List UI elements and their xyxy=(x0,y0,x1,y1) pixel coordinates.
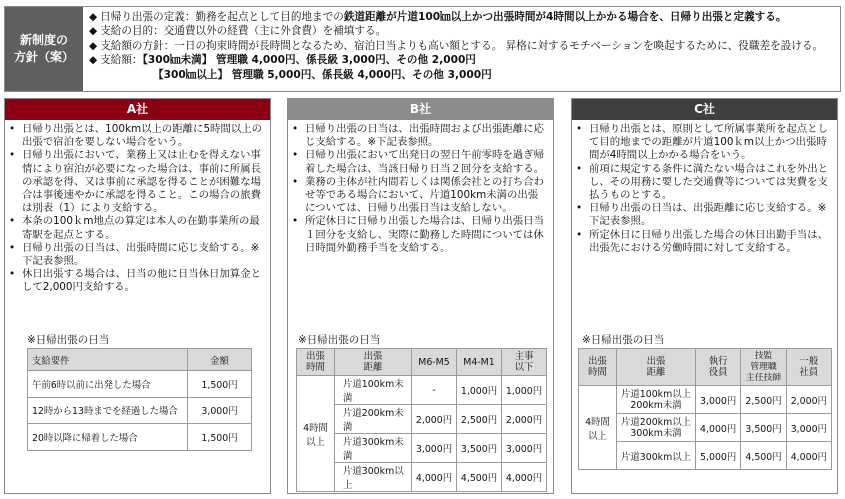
diamond-bullet-icon: ◆ xyxy=(89,11,98,23)
table-cell: 片道200km未満 xyxy=(335,405,412,434)
list-item: • 前項に規定する条件に満たない場合はこれを外出とし、その用務に要した交通費等については実費を支払うものとする。 xyxy=(575,163,831,203)
table-cell: 4,000円 xyxy=(786,442,831,470)
table-cell: 片道300km未満 xyxy=(335,434,412,463)
list-item: • 日帰り出張において、業務上又は止むを得えない事情により宿泊が必要になった場合は、事前に所属長の承認を得、又は事前に承認を得ることが困難な場合は事後速やかに承認を得ること。この場合の旅費は別表（1）により支給する。 xyxy=(8,149,264,215)
company-b-table-title: ※日帰出張の日当 xyxy=(298,334,381,346)
table-group-cell: 4時間 以上 xyxy=(297,376,335,492)
policy-lines xyxy=(89,10,836,82)
table-cell: 5,000円 xyxy=(696,442,741,470)
table-header: 執行 役員 xyxy=(696,349,741,386)
list-item: • 日帰り出張とは、原則として所属事業所を起点として目的地までの距離が片道100ｋm以上かつ出張時間が4時間以上かかる場合をいう。 xyxy=(575,123,831,163)
table-cell: 午前6時以前に出発した場合 xyxy=(28,371,188,398)
table-header: M4-M1 xyxy=(457,349,502,376)
table-cell: 3,000円 xyxy=(502,434,547,463)
list-item: • 日帰り出張の日当は、出張時間および出張距離に応じ支給する。※下記表参照。 xyxy=(291,123,547,149)
table-cell: 1,000円 xyxy=(502,376,547,405)
table-cell: 20時以降に帰着した場合 xyxy=(28,424,188,451)
company-c-header: C社 xyxy=(572,99,837,120)
table-cell: 3,000円 xyxy=(188,397,252,424)
policy-definition: ◆ 日帰り出張の定義：勤務を起点として目的地までの鉄道距離が片道100㎞以上かつ出張時間が4時間以上かかる場合を、日帰り出張と定義する。 xyxy=(89,11,787,23)
list-item: • 業務の主体が社内間若しくは関係会社との打ち合わせ等である場合において、片道100km未満の出張については、日帰り出張日当は支給しない。 xyxy=(291,176,547,216)
policy-amount-policy: ◆ 支給額の方針：一日の拘束時間が長時間となるため、宿泊日当よりも高い額とする。 昇格に対するモチベーションを喚起するために、役職差を設ける。 xyxy=(89,39,824,52)
list-item: • 所定休日に日帰り出張した場合は、日帰り出張日当１回分を支給し、実際に勤務した時間については休日時間外勤務手当を支給する。 xyxy=(291,215,547,255)
table-cell: 2,000円 xyxy=(786,386,831,414)
table-cell: 片道100km以上 200km未満 xyxy=(617,386,696,414)
diamond-bullet-icon: ◆ xyxy=(89,25,98,38)
table-header: 支給要件 xyxy=(28,349,188,371)
table-cell: 3,500円 xyxy=(741,414,786,442)
table-cell: 4,000円 xyxy=(502,463,547,492)
diamond-bullet-icon: ◆ xyxy=(89,54,98,67)
diamond-bullet-icon: ◆ xyxy=(89,39,98,52)
table-header-row xyxy=(579,349,832,386)
table-cell: 3,000円 xyxy=(696,386,741,414)
table-cell: 片道200km以上 300km未満 xyxy=(617,414,696,442)
table-cell: 4,500円 xyxy=(741,442,786,470)
table-cell: 1,500円 xyxy=(188,371,252,398)
list-item: • 本条の100ｋm地点の算定は本人の在勤事業所の最寄駅を起点とする。 xyxy=(8,215,264,241)
table-cell: 4,000円 xyxy=(412,463,457,492)
table-row xyxy=(579,442,832,470)
table-cell: 片道300km以上 xyxy=(335,463,412,492)
table-header: 出張 距離 xyxy=(335,349,412,376)
company-c-panel xyxy=(571,98,838,494)
table-group-cell: 4時間 以上 xyxy=(579,386,617,470)
table-cell: 2,500円 xyxy=(457,405,502,434)
table-header: 金額 xyxy=(188,349,252,371)
table-row xyxy=(28,371,252,398)
table-row xyxy=(297,463,547,492)
company-b-panel xyxy=(287,98,554,494)
table-cell: 12時から13時までを経過した場合 xyxy=(28,397,188,424)
table-cell: - xyxy=(412,376,457,405)
table-row xyxy=(579,414,832,442)
list-item: • 所定休日に日帰り出張した場合の休日出勤手当は、出張先における労働時間に対して支給する。 xyxy=(575,229,831,255)
table-cell: 3,500円 xyxy=(457,434,502,463)
table-header: 技監 管理職 主任技師 xyxy=(741,349,786,386)
policy-label: 新制度の 方針（案） xyxy=(5,7,83,91)
company-a-rules xyxy=(5,120,270,295)
table-header: M6-M5 xyxy=(412,349,457,376)
table-cell: 2,000円 xyxy=(412,405,457,434)
table-header: 出張 時間 xyxy=(579,349,617,386)
table-cell: 3,000円 xyxy=(786,414,831,442)
table-cell: 2,500円 xyxy=(741,386,786,414)
list-item: • 日帰り出張の日当は、出張距離に応じ支給する。※下記表参照。 xyxy=(575,202,831,228)
table-cell: 1,000円 xyxy=(457,376,502,405)
company-b-allowance-table xyxy=(296,348,547,492)
table-header: 一般 社員 xyxy=(786,349,831,386)
table-header: 出張 距離 xyxy=(617,349,696,386)
table-cell: 4,500円 xyxy=(457,463,502,492)
policy-amount-under300: ◆ 支給額：【300㎞未満】 管理職 4,000円、係長級 3,000円、その他 2,000円 xyxy=(89,54,476,67)
company-c-table-title: ※日帰出張の日当 xyxy=(582,334,665,346)
company-b-rules xyxy=(288,120,553,255)
policy-box xyxy=(4,6,841,92)
table-row xyxy=(28,397,252,424)
company-a-allowance-table xyxy=(27,348,252,451)
table-row xyxy=(297,405,547,434)
table-row xyxy=(297,434,547,463)
list-item: • 日帰り出張において出発日の翌日午前零時を過ぎ帰着した場合は、当該日帰り日当２回分を支給する。 xyxy=(291,149,547,175)
table-cell: 片道100km未満 xyxy=(335,376,412,405)
list-item: • 日帰り出張とは、100km以上の距離に5時間以上の出張で宿泊を要しない場合をいう。 xyxy=(8,123,264,149)
table-header: 出張 時間 xyxy=(297,349,335,376)
company-c-rules xyxy=(572,120,837,255)
company-a-header: A社 xyxy=(5,99,270,120)
table-header: 主事 以下 xyxy=(502,349,547,376)
table-cell: 2,000円 xyxy=(502,405,547,434)
list-item: • 日帰り出張の日当は、出張時間に応じ支給する。※下記表参照。 xyxy=(8,242,264,268)
company-a-panel xyxy=(4,98,271,494)
policy-purpose: ◆ 支給の目的：交通費以外の経費（主に外食費）を補填する。 xyxy=(89,25,387,38)
table-row xyxy=(579,386,832,414)
company-c-allowance-table xyxy=(578,348,832,470)
table-cell: 片道300km以上 xyxy=(617,442,696,470)
company-b-header: B社 xyxy=(288,99,553,120)
table-header-row xyxy=(28,349,252,371)
policy-amount-over300: 【300㎞以上】 管理職 5,000円、係長級 4,000円、その他 3,000円 xyxy=(153,68,492,81)
list-item: • 休日出張する場合は、日当の他に日当休日加算金として2,000円支給する。 xyxy=(8,268,264,294)
table-cell: 4,000円 xyxy=(696,414,741,442)
table-cell: 1,500円 xyxy=(188,424,252,451)
company-a-table-title: ※日帰出張の日当 xyxy=(27,334,110,346)
table-row xyxy=(28,424,252,451)
table-header-row xyxy=(297,349,547,376)
table-row xyxy=(297,376,547,405)
table-cell: 3,000円 xyxy=(412,434,457,463)
